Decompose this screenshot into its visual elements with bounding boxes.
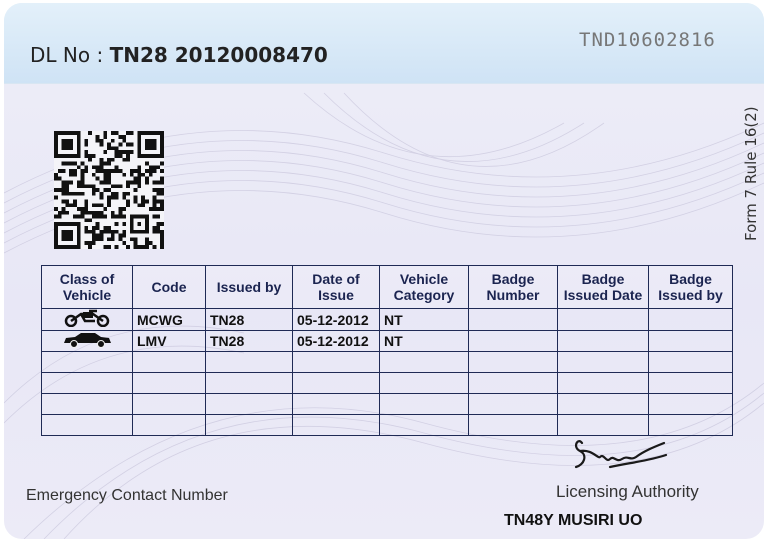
- table-row: [42, 394, 733, 415]
- motorcycle-icon: [61, 314, 113, 330]
- table-row: [42, 352, 733, 373]
- cell-badge-number: [469, 331, 558, 352]
- cell-class-of-vehicle: [42, 394, 133, 415]
- cell-badge-by: [649, 373, 733, 394]
- cell-code: [133, 373, 206, 394]
- emergency-contact-label: Emergency Contact Number: [26, 487, 228, 504]
- issuing-office: TN48Y MUSIRI UO: [504, 512, 643, 529]
- cell-category: [380, 394, 469, 415]
- cell-issued-by: TN28: [206, 309, 293, 331]
- car-icon: [61, 335, 113, 351]
- table-row: [42, 309, 733, 331]
- cell-code: [133, 352, 206, 373]
- qr-code: [54, 131, 164, 249]
- cell-badge-date: [558, 309, 649, 331]
- cell-badge-date: [558, 352, 649, 373]
- header-issued-by: Issued by: [206, 266, 293, 309]
- table-header-row: [42, 266, 733, 309]
- dl-number: TN28 20120008470: [109, 43, 328, 67]
- cell-badge-number: [469, 394, 558, 415]
- cell-class-of-vehicle: [42, 352, 133, 373]
- cell-badge-by: [649, 309, 733, 331]
- header-vehicle-category: Vehicle Category: [380, 266, 469, 309]
- cell-class-of-vehicle: [42, 415, 133, 436]
- cell-category: NT: [380, 309, 469, 331]
- header-date-of-issue: Date of Issue: [293, 266, 380, 309]
- cell-category: NT: [380, 331, 469, 352]
- license-card: [4, 3, 764, 539]
- cell-category: [380, 415, 469, 436]
- dl-label-text: DL No :: [30, 43, 104, 67]
- cell-badge-by: [649, 331, 733, 352]
- cell-issued-by: [206, 415, 293, 436]
- cell-badge-date: [558, 331, 649, 352]
- table-row: [42, 373, 733, 394]
- header-class-of-vehicle: Class of Vehicle: [42, 266, 133, 309]
- cell-badge-number: [469, 415, 558, 436]
- cell-badge-number: [469, 309, 558, 331]
- cell-category: [380, 373, 469, 394]
- cell-code: [133, 415, 206, 436]
- cell-issued-by: [206, 352, 293, 373]
- cell-code: [133, 394, 206, 415]
- cell-code: LMV: [133, 331, 206, 352]
- table-row: [42, 331, 733, 352]
- cell-issued-by: TN28: [206, 331, 293, 352]
- cell-badge-by: [649, 352, 733, 373]
- cell-date: [293, 394, 380, 415]
- cell-class-of-vehicle: [42, 331, 133, 352]
- cell-code: MCWG: [133, 309, 206, 331]
- cell-date: 05-12-2012: [293, 309, 380, 331]
- dl-number-label: [30, 43, 328, 67]
- cell-badge-by: [649, 394, 733, 415]
- cell-category: [380, 352, 469, 373]
- cell-date: [293, 352, 380, 373]
- form-rule-text: Form 7 Rule 16(2): [742, 106, 760, 241]
- cell-date: [293, 373, 380, 394]
- header-badge-issued-by: Badge Issued by: [649, 266, 733, 309]
- cell-badge-number: [469, 373, 558, 394]
- card-serial-number: TND10602816: [579, 29, 716, 51]
- header-badge-issued-date: Badge Issued Date: [558, 266, 649, 309]
- cell-badge-date: [558, 394, 649, 415]
- cell-date: [293, 415, 380, 436]
- cell-badge-number: [469, 352, 558, 373]
- cell-issued-by: [206, 394, 293, 415]
- cell-issued-by: [206, 373, 293, 394]
- vehicle-class-table: [41, 265, 733, 436]
- signature: [570, 433, 670, 479]
- cell-badge-date: [558, 373, 649, 394]
- cell-class-of-vehicle: [42, 373, 133, 394]
- header-badge-number: Badge Number: [469, 266, 558, 309]
- cell-class-of-vehicle: [42, 309, 133, 331]
- cell-date: 05-12-2012: [293, 331, 380, 352]
- licensing-authority-label: Licensing Authority: [556, 482, 699, 501]
- header-code: Code: [133, 266, 206, 309]
